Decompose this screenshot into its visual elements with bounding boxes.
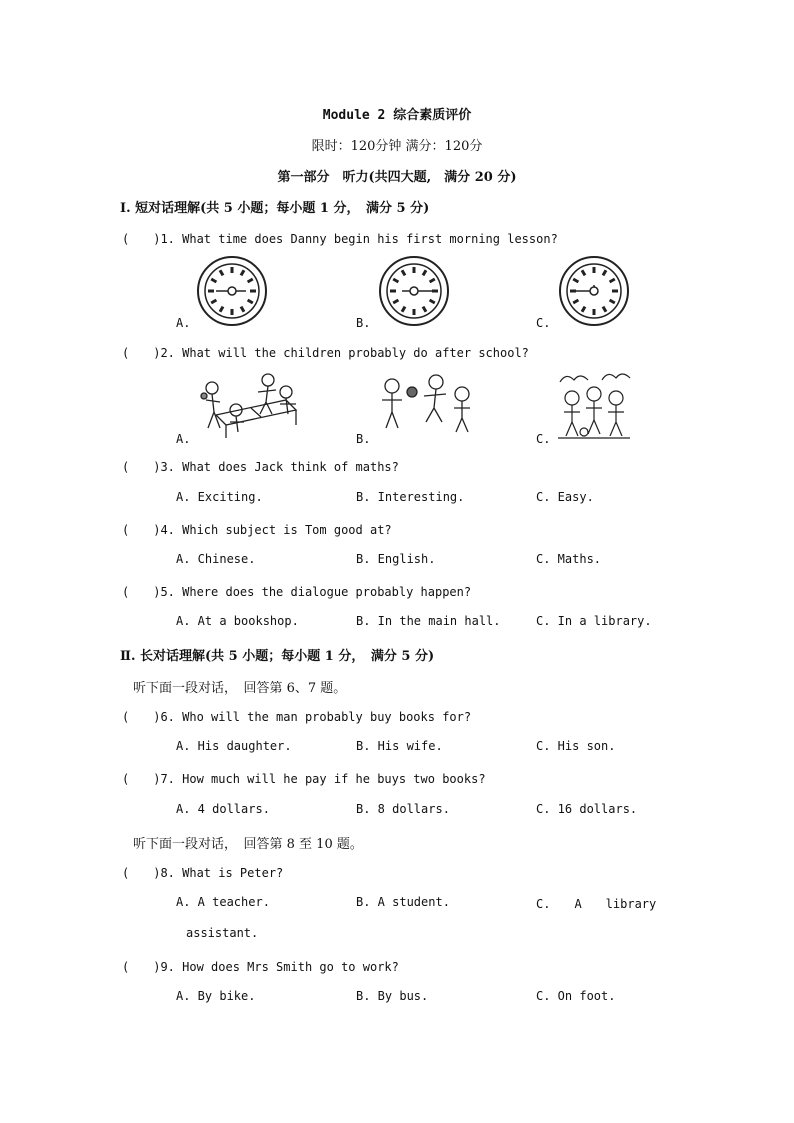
- question-6: ( )6. Who will the man probably buy books for?: [122, 710, 472, 724]
- q8-option-b: B. A student.: [356, 895, 450, 909]
- question-8: ( )8. What is Peter?: [122, 866, 284, 880]
- q3-option-c: C. Easy.: [536, 490, 594, 504]
- q7-option-b: B. 8 dollars.: [356, 802, 450, 816]
- q6-option-a: A. His daughter.: [176, 739, 292, 753]
- instruction-8-10: 听下面一段对话， 回答第 8 至 10 题。: [133, 837, 363, 852]
- clock-b-icon: [378, 255, 450, 327]
- q3-option-b: B. Interesting.: [356, 490, 465, 504]
- q5-option-a: A. At a bookshop.: [176, 614, 299, 628]
- q7-option-c: C. 16 dollars.: [536, 802, 638, 816]
- question-2: ( )2. What will the children probably do after school?: [122, 346, 529, 360]
- question-9: ( )9. How does Mrs Smith go to work?: [122, 960, 399, 974]
- q6-option-c: C. His son.: [536, 739, 616, 753]
- q8-option-c: C. A library: [536, 897, 657, 911]
- q2-option-c: C.: [536, 432, 551, 446]
- q2-option-a: A.: [176, 432, 191, 446]
- question-4: ( )4. Which subject is Tom good at?: [122, 523, 392, 537]
- q9-option-c: C. On foot.: [536, 989, 616, 1003]
- q4-option-c: C. Maths.: [536, 552, 602, 566]
- question-5: ( )5. Where does the dialogue probably happen?: [122, 585, 472, 599]
- q8-option-c-continued: assistant.: [186, 926, 259, 940]
- q6-option-b: B. His wife.: [356, 739, 443, 753]
- instruction-6-7: 听下面一段对话， 回答第 6、7 题。: [133, 681, 347, 696]
- q1-option-b: B.: [356, 316, 371, 330]
- section-2-heading: Ⅱ. 长对话理解(共 5 小题；每小题 1 分， 满分 5 分): [120, 649, 435, 664]
- clock-c-icon: [558, 255, 630, 327]
- q8-option-a: A. A teacher.: [176, 895, 270, 909]
- kite-picture-icon: [556, 370, 632, 440]
- q5-option-c: C. In a library.: [536, 614, 652, 628]
- part-heading: 第一部分 听力(共四大题, 满分 20 分): [277, 170, 517, 185]
- q5-option-b: B. In the main hall.: [356, 614, 501, 628]
- page-title: Module 2 综合素质评价: [322, 108, 472, 123]
- clock-a-icon: [196, 255, 268, 327]
- question-7: ( )7. How much will he pay if he buys two books?: [122, 772, 486, 786]
- question-3: ( )3. What does Jack think of maths?: [122, 460, 399, 474]
- football-picture-icon: [376, 372, 476, 434]
- q3-option-a: A. Exciting.: [176, 490, 263, 504]
- question-1: ( )1. What time does Danny begin his first morning lesson?: [122, 232, 558, 246]
- q9-option-a: A. By bike.: [176, 989, 256, 1003]
- q9-option-b: B. By bus.: [356, 989, 429, 1003]
- q2-option-b: B.: [356, 432, 371, 446]
- q4-option-b: B. English.: [356, 552, 436, 566]
- q1-option-a: A.: [176, 316, 191, 330]
- time-limit: 限时：120分钟 满分：120分: [311, 139, 483, 154]
- q1-option-c: C.: [536, 316, 551, 330]
- q7-option-a: A. 4 dollars.: [176, 802, 270, 816]
- q4-option-a: A. Chinese.: [176, 552, 256, 566]
- section-1-heading: Ⅰ. 短对话理解(共 5 小题；每小题 1 分， 满分 5 分): [120, 201, 430, 216]
- ping-pong-picture-icon: [196, 370, 308, 440]
